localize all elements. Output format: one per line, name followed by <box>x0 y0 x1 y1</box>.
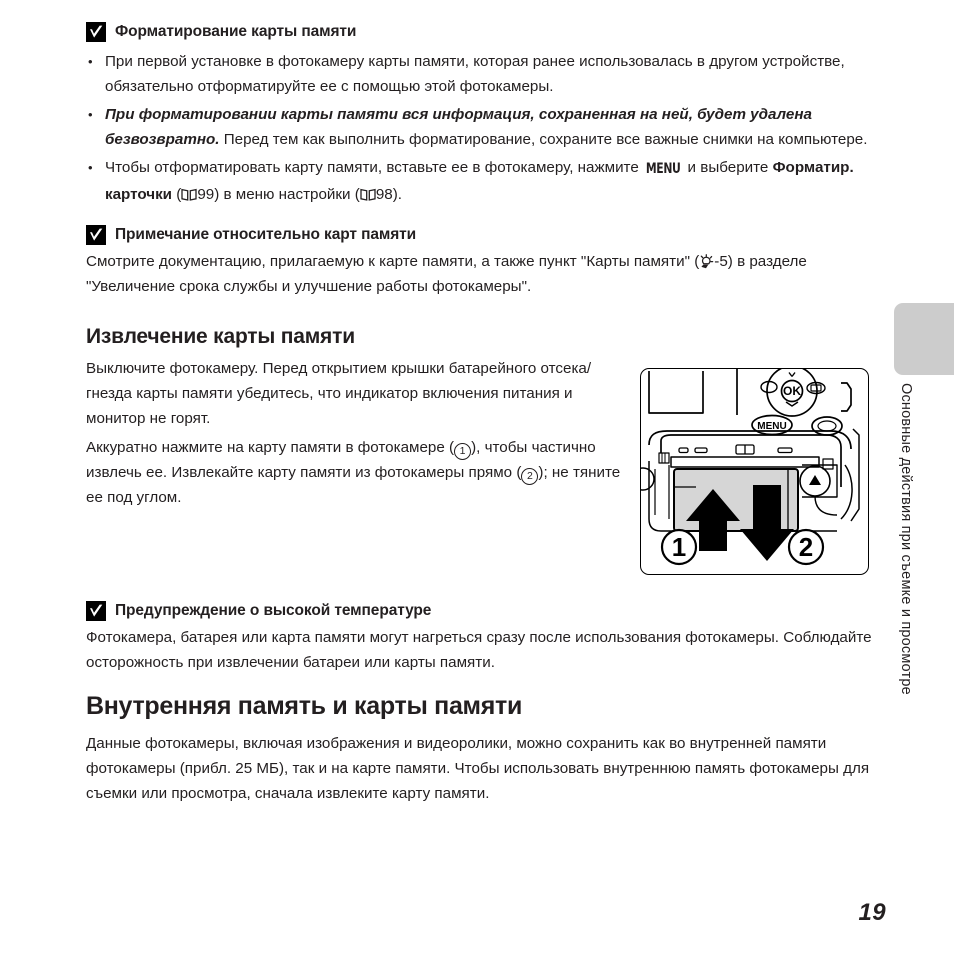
bulb-icon <box>699 252 714 267</box>
paragraph-text: ); не тяните ее под углом. <box>86 464 621 506</box>
camera-card-slot-illustration <box>640 368 869 575</box>
paragraph-text: Смотрите документацию, прилагаемую к карте памяти, а также пункт "Карты памяти" ( <box>86 253 700 270</box>
section-internal-memory <box>86 692 886 806</box>
bullet-text: Чтобы отформатировать карту памяти, вставьте ее в фотокамеру, нажмите <box>105 159 644 176</box>
menu-item-name: Форматир. карточки <box>105 159 854 203</box>
section-heading: Извлечение карты памяти <box>86 325 355 348</box>
chapter-tab-marker <box>894 303 954 375</box>
note-heading <box>86 22 876 42</box>
list-item <box>86 155 876 207</box>
note-paragraph <box>86 249 876 299</box>
bullet-text: При первой установке в фотокамеру карты памяти, которая ранее использовалась в другом устройстве, обязательно отформатируйте ее с помощью этой фотокамеры. <box>105 53 845 95</box>
note-heading <box>86 225 876 245</box>
book-icon <box>181 184 197 197</box>
section-paragraph: Данные фотокамеры, включая изображения и видеоролики, можно сохранить как во внутренней памяти фотокамеры (прибл. 25 МБ), так и на карте памяти. Чтобы использовать внутреннюю память фотокамеры для съемки или просмотра, сначала извлеките карту памяти. <box>86 735 870 802</box>
note-paragraph: Фотокамера, батарея или карта памяти могут нагреться сразу после использования фотокамеры. Соблюдайте осторожность при извлечении батареи или карты памяти. <box>86 629 872 671</box>
note-title: Форматирование карты памяти <box>115 23 357 40</box>
callout-number-2: 2 <box>521 468 538 485</box>
paragraph-text: ), чтобы частично извлечь ее. Извлекайте карту памяти из фотокамеры прямо ( <box>86 439 596 481</box>
svg-text:OK: OK <box>783 384 801 398</box>
list-item <box>86 49 876 99</box>
paragraph-text: -5) в разделе "Увеличение срока службы и улучшение работы фотокамеры". <box>86 253 807 295</box>
section-paragraph-2 <box>86 435 626 510</box>
section-paragraph-1: Выключите фотокамеру. Перед открытием крышки батарейного отсека/гнезда карты памяти убедитесь, что индикатор включения питания и монитор не горят. <box>86 360 592 427</box>
book-icon <box>360 184 376 197</box>
menu-button-icon: MENU <box>645 161 681 177</box>
list-item <box>86 102 876 152</box>
note-bullet-list <box>86 49 876 207</box>
note-heading <box>86 601 886 621</box>
chapter-vertical-label: Основные действия при съемке и просмотре <box>898 383 914 695</box>
note-title: Примечание относительно карт памяти <box>115 226 417 243</box>
check-box-icon <box>86 225 106 245</box>
note-title: Предупреждение о высокой температуре <box>115 602 432 619</box>
svg-text:2: 2 <box>798 532 814 562</box>
note-block-memory-card-note <box>86 225 876 299</box>
svg-text:1: 1 <box>671 532 687 562</box>
svg-text:MENU: MENU <box>757 421 787 432</box>
paragraph-text: Аккуратно нажмите на карту памяти в фотокамере ( <box>86 439 455 456</box>
callout-number-1: 1 <box>454 443 471 460</box>
bullet-text: и выберите <box>683 159 773 176</box>
page-title: Внутренняя память и карты памяти <box>86 692 523 720</box>
note-block-format-card <box>86 22 876 207</box>
bullet-text: 98). <box>375 186 402 203</box>
check-box-icon <box>86 601 106 621</box>
bullet-text: 99) в меню настройки ( <box>197 186 360 203</box>
bullet-text: ( <box>172 186 182 203</box>
page-number: 19 <box>858 899 886 926</box>
note-block-high-temperature <box>86 601 886 675</box>
bullet-emphasis: При форматировании карты памяти вся информация, сохраненная на ней, будет удалена безвозвратно. <box>105 106 812 148</box>
bullet-text: Перед тем как выполнить форматирование, сохраните все важные снимки на компьютере. <box>219 131 868 148</box>
check-box-icon <box>86 22 106 42</box>
